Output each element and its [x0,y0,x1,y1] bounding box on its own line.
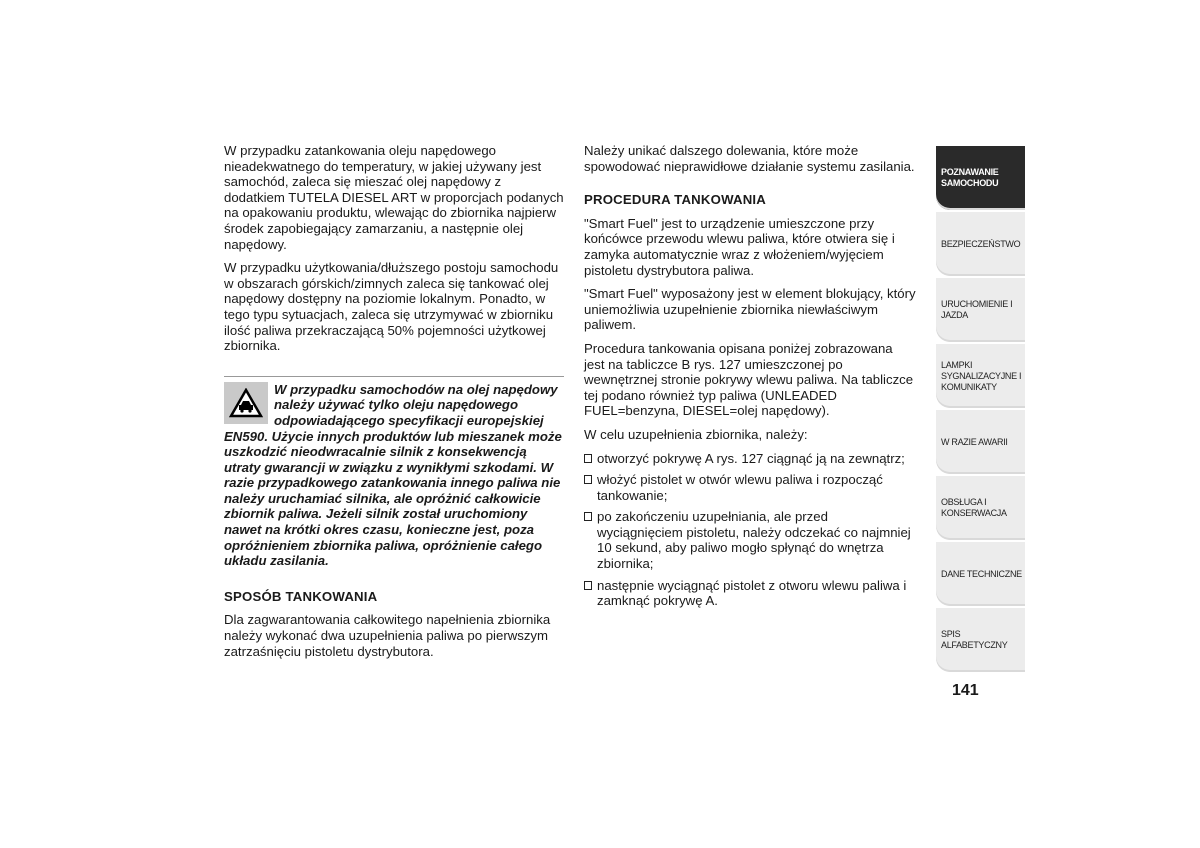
paragraph: "Smart Fuel" wyposażony jest w element blokujący, który uniemożliwia uzupełnienie zbiornika niewłaściwym paliwem. [584,286,916,333]
paragraph: W przypadku zatankowania oleju napędowego nieadekwatnego do temperatury, w jakiej używany jest samochód, zaleca się mieszać olej napędowy z dodatkiem TUTELA DIESEL ART w proporcjach podanych na opakowaniu produktu, wlewając do zbiornika najpierw środek zapobiegający zamarzaniu, a następnie olej napędowy. [224,143,564,252]
tab-uruchomienie-i-jazda[interactable]: URUCHOMIENIE I JAZDA [936,278,1025,342]
list-item [584,509,916,571]
chapter-tabs [936,146,1025,674]
paragraph: W celu uzupełnienia zbiornika, należy: [584,426,808,442]
list-item [584,472,916,503]
list-item [584,451,916,467]
tab-dane-techniczne[interactable]: DANE TECHNICZNE [936,542,1025,606]
list-item-text: następnie wyciągnąć pistolet z otworu wlewu paliwa i zamknąć pokrywę A. [597,577,907,609]
paragraph: "Smart Fuel" jest to urządzenie umieszczone przy końcówce przewodu wlewu paliwa, które otwiera się i zamyka automatycznie wraz z włożeniem/wyjęciem pistoletu dystrybutora paliwa. [584,215,895,278]
checkbox-bullet-icon [584,581,592,590]
tab-obsluga-i-konserwacja[interactable]: OBSŁUGA I KONSERWACJA [936,476,1025,540]
section-heading: SPOSÓB TANKOWANIA [224,588,378,604]
checkbox-bullet-icon [584,475,592,484]
checkbox-bullet-icon [584,512,592,521]
paragraph: Należy unikać dalszego dolewania, które może spowodować nieprawidłowe działanie systemu zasilania. [584,143,915,174]
left-column [224,143,564,667]
tab-spis-alfabetyczny[interactable]: SPIS ALFABETYCZNY [936,608,1025,672]
tab-bezpieczenstwo[interactable]: BEZPIECZEŃSTWO [936,212,1025,276]
section-heading: PROCEDURA TANKOWANIA [584,192,767,208]
tab-w-razie-awarii[interactable]: W RAZIE AWARII [936,410,1025,474]
right-column [584,143,916,615]
list-item-text: po zakończeniu uzupełniania, ale przed wyciągnięciem pistoletu, należy odczekać co najmniej 10 sekund, aby paliwo mogło spłynąć do wnętrza zbiornika; [597,509,911,572]
paragraph: Procedura tankowania opisana poniżej zobrazowana jest na tabliczce B rys. 127 umieszczonej po wewnętrznej stronie pokrywy wlewu paliwa. Na tabliczce tej podano również typ paliwa (UNLEADED FUEL=benzyna, DIESEL=olej napędowy). [584,340,914,419]
paragraph: W przypadku użytkowania/dłuższego postoju samochodu w obszarach górskich/zimnych zaleca się tankować olej napędowy dostępny na poziomie lokalnym. Ponadto, w tego typu sytuacjach, zaleca się utrzymywać w zbiorniku ilość paliwa przekraczającą 50% pojemności użytkowej zbiornika. [224,260,559,354]
checkbox-bullet-icon [584,454,592,463]
list-item-text: włożyć pistolet w otwór wlewu paliwa i rozpocząć tankowanie; [597,472,883,503]
warning-car-icon [224,382,268,424]
page-number: 141 [952,682,979,699]
tab-lampki-sygnalizacyjne[interactable]: LAMPKI SYGNALIZACYJNE I KOMUNIKATY [936,344,1025,408]
tab-poznawanie-samochodu[interactable]: POZNAWANIE SAMOCHODU [936,146,1025,210]
warning-box [224,376,564,569]
paragraph: Dla zagwarantowania całkowitego napełnienia zbiornika należy wykonać dwa uzupełnienia paliwa po pierwszym zatrzaśnięciu pistoletu dystrybutora. [224,612,551,659]
list-item-text: otworzyć pokrywę A rys. 127 ciągnąć ją na zewnątrz; [597,450,905,466]
list-item [584,578,916,609]
warning-text: W przypadku samochodów na olej napędowy należy używać tylko oleju napędowego odpowiadającego specyfikacji europejskiej EN590. Użycie innych produktów lub mieszanek może uszkodzić nieodwracalnie silnik z konsekwencją utraty gwarancji w związku z wynikłymi szkodami. W razie przypadkowego zatankowania innego paliwa nie należy uruchamiać silnika, ale opróżnić całkowicie zbiornik paliwa. Jeżeli silnik został uruchomiony nawet na krótki okres czasu, konieczne jest, poza opróżnieniem zbiornika paliwa, opróżnienie całego układu zasilania. [224,381,562,569]
